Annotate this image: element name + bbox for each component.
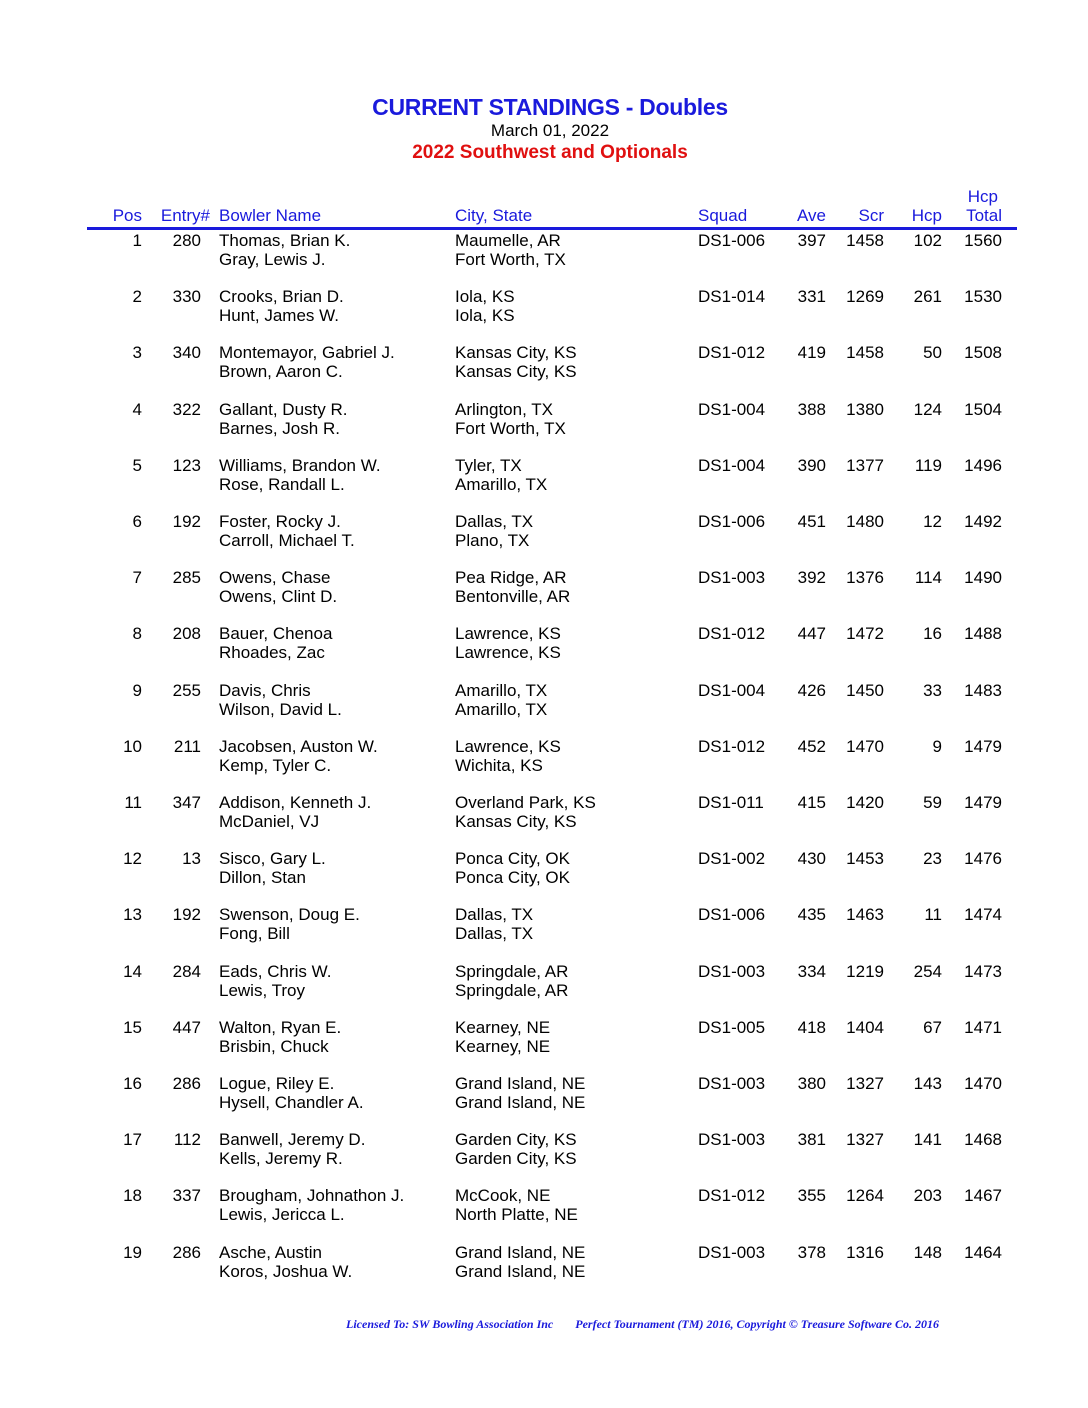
cell-city: Dallas, TX xyxy=(455,905,534,924)
cell-scr: 1377 xyxy=(846,456,884,475)
cell-bowler: Thomas, Brian K. xyxy=(219,231,351,250)
cell-entry: 192 xyxy=(172,905,201,924)
cell-bowler: Logue, Riley E. xyxy=(219,1074,335,1093)
cell-pos: 12 xyxy=(123,849,142,868)
cell-entry: 347 xyxy=(172,793,201,812)
cell-total: 1490 xyxy=(964,568,1002,587)
cell-bowler: Addison, Kenneth J. xyxy=(219,793,372,812)
cell-scr: 1470 xyxy=(846,737,884,756)
cell-city: Ponca City, OK xyxy=(455,868,570,887)
cell-total: 1474 xyxy=(964,905,1002,924)
cell-bowler: Gray, Lewis J. xyxy=(219,250,326,269)
cell-hcp: 50 xyxy=(923,343,942,362)
cell-scr: 1316 xyxy=(846,1243,884,1262)
cell-city: Tyler, TX xyxy=(455,456,522,475)
cell-bowler: Carroll, Michael T. xyxy=(219,531,355,550)
cell-ave: 435 xyxy=(797,905,826,924)
cell-hcp: 33 xyxy=(923,681,942,700)
cell-entry: 211 xyxy=(173,737,201,756)
column-header-bowler: Bowler Name xyxy=(219,206,322,225)
footer xyxy=(346,1317,939,1332)
cell-entry: 285 xyxy=(172,568,201,587)
cell-entry: 322 xyxy=(172,400,201,419)
cell-entry: 330 xyxy=(172,287,201,306)
cell-hcp: 203 xyxy=(913,1186,942,1205)
cell-entry: 337 xyxy=(172,1186,201,1205)
cell-squad: DS1-012 xyxy=(698,624,766,643)
cell-bowler: Hysell, Chandler A. xyxy=(219,1093,364,1112)
cell-squad: DS1-006 xyxy=(698,512,766,531)
cell-hcp: 124 xyxy=(913,400,942,419)
cell-bowler: Owens, Clint D. xyxy=(219,587,338,606)
cell-total: 1508 xyxy=(964,343,1002,362)
cell-bowler: Davis, Chris xyxy=(219,681,311,700)
cell-hcp: 114 xyxy=(914,568,942,587)
cell-bowler: Kells, Jeremy R. xyxy=(219,1149,343,1168)
cell-city: Grand Island, NE xyxy=(455,1243,586,1262)
cell-total: 1496 xyxy=(964,456,1002,475)
cell-bowler: Williams, Brandon W. xyxy=(219,456,381,475)
cell-city: McCook, NE xyxy=(455,1186,551,1205)
cell-bowler: Sisco, Gary L. xyxy=(219,849,326,868)
cell-city: Fort Worth, TX xyxy=(455,419,566,438)
cell-total: 1470 xyxy=(964,1074,1002,1093)
cell-city: Ponca City, OK xyxy=(455,849,570,868)
cell-ave: 334 xyxy=(797,962,826,981)
cell-scr: 1327 xyxy=(846,1130,884,1149)
cell-city: Dallas, TX xyxy=(455,924,534,943)
cell-bowler: Wilson, David L. xyxy=(219,700,342,719)
column-header-city: City, State xyxy=(455,206,533,225)
cell-city: Kearney, NE xyxy=(455,1018,551,1037)
cell-ave: 380 xyxy=(797,1074,826,1093)
cell-bowler: Jacobsen, Auston W. xyxy=(219,737,378,756)
cell-total: 1560 xyxy=(964,231,1002,250)
cell-bowler: Brisbin, Chuck xyxy=(219,1037,329,1056)
cell-bowler: Kemp, Tyler C. xyxy=(219,756,332,775)
cell-city: Amarillo, TX xyxy=(455,700,548,719)
cell-city: Garden City, KS xyxy=(455,1149,577,1168)
cell-total: 1504 xyxy=(964,400,1002,419)
cell-city: Amarillo, TX xyxy=(455,475,548,494)
cell-squad: DS1-003 xyxy=(698,962,766,981)
cell-bowler: Crooks, Brian D. xyxy=(219,287,344,306)
cell-city: Kansas City, KS xyxy=(455,343,577,362)
cell-bowler: Lewis, Troy xyxy=(219,981,305,1000)
cell-total: 1468 xyxy=(964,1130,1002,1149)
cell-hcp: 67 xyxy=(923,1018,942,1037)
cell-pos: 17 xyxy=(123,1130,142,1149)
cell-pos: 13 xyxy=(123,905,142,924)
cell-entry: 286 xyxy=(172,1243,201,1262)
cell-city: Grand Island, NE xyxy=(455,1074,586,1093)
cell-bowler: Dillon, Stan xyxy=(219,868,306,887)
cell-entry: 192 xyxy=(172,512,201,531)
cell-hcp: 261 xyxy=(913,287,942,306)
cell-bowler: Bauer, Chenoa xyxy=(219,624,333,643)
cell-total: 1473 xyxy=(964,962,1002,981)
cell-squad: DS1-006 xyxy=(698,231,766,250)
cell-hcp: 59 xyxy=(923,793,942,812)
cell-city: Grand Island, NE xyxy=(455,1262,586,1281)
column-header-scr: Scr xyxy=(858,206,884,225)
cell-city: Kansas City, KS xyxy=(455,812,577,831)
cell-city: Lawrence, KS xyxy=(455,624,561,643)
cell-scr: 1219 xyxy=(846,962,884,981)
cell-bowler: Brown, Aaron C. xyxy=(219,362,343,381)
cell-hcp: 23 xyxy=(923,849,942,868)
column-header-pos: Pos xyxy=(112,206,142,225)
cell-pos: 14 xyxy=(123,962,142,981)
cell-entry: 340 xyxy=(172,343,201,362)
cell-bowler: Foster, Rocky J. xyxy=(219,512,341,531)
cell-city: Kearney, NE xyxy=(455,1037,551,1056)
cell-city: Iola, KS xyxy=(455,287,515,306)
cell-ave: 397 xyxy=(797,231,826,250)
column-header-total: Total xyxy=(966,206,1002,225)
cell-city: Bentonville, AR xyxy=(455,587,571,606)
cell-squad: DS1-012 xyxy=(698,343,766,362)
tournament-name: 2022 Southwest and Optionals xyxy=(412,142,688,163)
cell-hcp: 119 xyxy=(914,456,942,475)
cell-scr: 1453 xyxy=(846,849,884,868)
cell-scr: 1264 xyxy=(846,1186,884,1205)
cell-bowler: Eads, Chris W. xyxy=(219,962,332,981)
column-header-entry: Entry# xyxy=(160,206,210,225)
footer-license: Licensed To: SW Bowling Association Inc xyxy=(346,1317,554,1331)
column-header-ave: Ave xyxy=(797,206,826,225)
cell-scr: 1327 xyxy=(846,1074,884,1093)
cell-scr: 1269 xyxy=(846,287,884,306)
cell-bowler: Koros, Joshua W. xyxy=(219,1262,353,1281)
cell-city: Iola, KS xyxy=(455,306,515,325)
cell-bowler: Gallant, Dusty R. xyxy=(219,400,348,419)
cell-scr: 1376 xyxy=(846,568,884,587)
cell-scr: 1450 xyxy=(846,681,884,700)
cell-total: 1471 xyxy=(964,1018,1002,1037)
cell-city: Plano, TX xyxy=(455,531,530,550)
cell-bowler: Rose, Randall L. xyxy=(219,475,345,494)
cell-entry: 208 xyxy=(172,624,201,643)
cell-city: Dallas, TX xyxy=(455,512,534,531)
cell-entry: 447 xyxy=(172,1018,201,1037)
cell-pos: 2 xyxy=(132,287,142,306)
cell-squad: DS1-005 xyxy=(698,1018,766,1037)
cell-bowler: Montemayor, Gabriel J. xyxy=(219,343,395,362)
cell-city: Amarillo, TX xyxy=(455,681,548,700)
cell-scr: 1380 xyxy=(846,400,884,419)
cell-city: North Platte, NE xyxy=(455,1205,578,1224)
cell-ave: 390 xyxy=(797,456,826,475)
cell-city: Pea Ridge, AR xyxy=(455,568,567,587)
cell-bowler: Barnes, Josh R. xyxy=(219,419,340,438)
cell-pos: 9 xyxy=(132,681,142,700)
cell-squad: DS1-004 xyxy=(698,681,766,700)
cell-scr: 1420 xyxy=(846,793,884,812)
cell-entry: 13 xyxy=(182,849,201,868)
cell-ave: 451 xyxy=(797,512,826,531)
cell-entry: 255 xyxy=(172,681,201,700)
cell-squad: DS1-002 xyxy=(698,849,766,868)
cell-city: Maumelle, AR xyxy=(455,231,561,250)
cell-bowler: Banwell, Jeremy D. xyxy=(219,1130,366,1149)
cell-total: 1479 xyxy=(964,737,1002,756)
cell-bowler: Fong, Bill xyxy=(219,924,290,943)
cell-city: Fort Worth, TX xyxy=(455,250,566,269)
cell-hcp: 141 xyxy=(913,1130,942,1149)
cell-city: Overland Park, KS xyxy=(455,793,596,812)
cell-total: 1530 xyxy=(964,287,1002,306)
cell-pos: 11 xyxy=(124,793,142,812)
cell-hcp: 16 xyxy=(923,624,942,643)
cell-pos: 16 xyxy=(123,1074,142,1093)
cell-ave: 331 xyxy=(797,287,826,306)
cell-pos: 15 xyxy=(123,1018,142,1037)
cell-bowler: Owens, Chase xyxy=(219,568,331,587)
cell-total: 1464 xyxy=(964,1243,1002,1262)
cell-pos: 6 xyxy=(132,512,142,531)
cell-total: 1479 xyxy=(964,793,1002,812)
page-title: CURRENT STANDINGS - Doubles xyxy=(372,94,728,120)
cell-total: 1467 xyxy=(964,1186,1002,1205)
cell-pos: 19 xyxy=(123,1243,142,1262)
cell-total: 1488 xyxy=(964,624,1002,643)
cell-squad: DS1-003 xyxy=(698,1074,766,1093)
cell-hcp: 143 xyxy=(913,1074,942,1093)
cell-city: Garden City, KS xyxy=(455,1130,577,1149)
cell-city: Arlington, TX xyxy=(455,400,553,419)
cell-squad: DS1-006 xyxy=(698,905,766,924)
cell-ave: 381 xyxy=(797,1130,826,1149)
cell-scr: 1472 xyxy=(846,624,884,643)
cell-total: 1476 xyxy=(964,849,1002,868)
cell-ave: 452 xyxy=(797,737,826,756)
cell-ave: 415 xyxy=(797,793,826,812)
cell-entry: 112 xyxy=(173,1130,201,1149)
cell-pos: 4 xyxy=(132,400,142,419)
cell-pos: 8 xyxy=(132,624,142,643)
cell-bowler: Rhoades, Zac xyxy=(219,643,325,662)
cell-ave: 355 xyxy=(797,1186,826,1205)
cell-hcp: 148 xyxy=(913,1243,942,1262)
cell-total: 1492 xyxy=(964,512,1002,531)
cell-scr: 1404 xyxy=(846,1018,884,1037)
cell-pos: 7 xyxy=(132,568,142,587)
cell-scr: 1458 xyxy=(846,231,884,250)
cell-hcp: 102 xyxy=(913,231,942,250)
cell-scr: 1458 xyxy=(846,343,884,362)
cell-city: Grand Island, NE xyxy=(455,1093,586,1112)
cell-city: Lawrence, KS xyxy=(455,643,561,662)
cell-bowler: McDaniel, VJ xyxy=(219,812,320,831)
cell-pos: 5 xyxy=(132,456,142,475)
cell-bowler: Swenson, Doug E. xyxy=(219,905,360,924)
column-header-hcp: Hcp xyxy=(911,206,942,225)
cell-entry: 284 xyxy=(172,962,201,981)
column-header-total-top: Hcp xyxy=(967,187,998,206)
cell-ave: 418 xyxy=(797,1018,826,1037)
cell-pos: 1 xyxy=(132,231,142,250)
cell-squad: DS1-012 xyxy=(698,737,766,756)
cell-bowler: Walton, Ryan E. xyxy=(219,1018,342,1037)
cell-hcp: 254 xyxy=(913,962,942,981)
cell-pos: 18 xyxy=(123,1186,142,1205)
cell-ave: 392 xyxy=(797,568,826,587)
cell-squad: DS1-004 xyxy=(698,456,766,475)
cell-pos: 3 xyxy=(132,343,142,362)
cell-city: Wichita, KS xyxy=(455,756,543,775)
cell-bowler: Hunt, James W. xyxy=(219,306,339,325)
cell-scr: 1480 xyxy=(846,512,884,531)
cell-pos: 10 xyxy=(123,737,142,756)
cell-total: 1483 xyxy=(964,681,1002,700)
cell-squad: DS1-003 xyxy=(698,1243,766,1262)
cell-scr: 1463 xyxy=(846,905,884,924)
cell-hcp: 9 xyxy=(932,737,942,756)
cell-hcp: 12 xyxy=(923,512,942,531)
cell-bowler: Brougham, Johnathon J. xyxy=(219,1186,405,1205)
cell-ave: 378 xyxy=(797,1243,826,1262)
cell-ave: 447 xyxy=(797,624,826,643)
cell-city: Kansas City, KS xyxy=(455,362,577,381)
cell-city: Lawrence, KS xyxy=(455,737,561,756)
footer-copyright: Perfect Tournament (TM) 2016, Copyright © Treasure Software Co. 2016 xyxy=(575,1317,940,1331)
cell-ave: 430 xyxy=(797,849,826,868)
cell-entry: 280 xyxy=(172,231,201,250)
cell-bowler: Lewis, Jericca L. xyxy=(219,1205,345,1224)
report-date: March 01, 2022 xyxy=(490,121,610,140)
column-header-squad: Squad xyxy=(698,206,748,225)
cell-ave: 388 xyxy=(797,400,826,419)
cell-bowler: Asche, Austin xyxy=(219,1243,323,1262)
cell-squad: DS1-003 xyxy=(698,568,766,587)
cell-squad: DS1-014 xyxy=(698,287,766,306)
cell-hcp: 11 xyxy=(924,905,942,924)
cell-squad: DS1-011 xyxy=(698,793,764,812)
cell-entry: 123 xyxy=(172,456,201,475)
cell-entry: 286 xyxy=(172,1074,201,1093)
cell-squad: DS1-003 xyxy=(698,1130,766,1149)
cell-squad: DS1-012 xyxy=(698,1186,766,1205)
cell-squad: DS1-004 xyxy=(698,400,766,419)
cell-ave: 426 xyxy=(797,681,826,700)
cell-city: Springdale, AR xyxy=(455,981,569,1000)
cell-ave: 419 xyxy=(797,343,826,362)
cell-city: Springdale, AR xyxy=(455,962,569,981)
